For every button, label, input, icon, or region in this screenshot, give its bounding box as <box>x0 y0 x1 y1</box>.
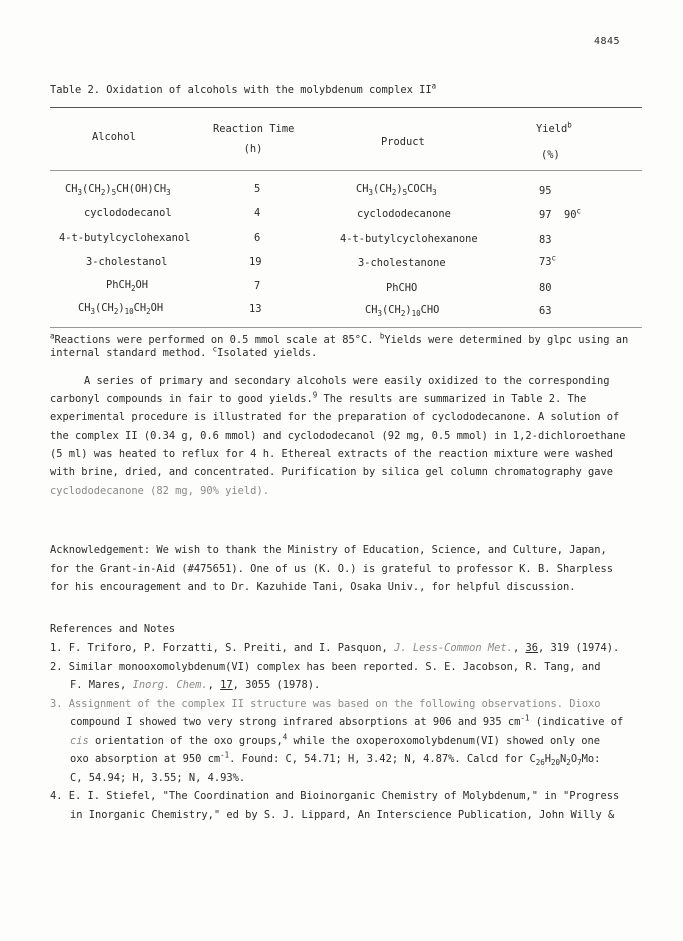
header-product: Product <box>381 136 425 148</box>
row4-alcohol: 3-cholestanol <box>86 256 168 268</box>
ref-3-line-1: 3. Assignment of the complex II structure was based on the following observations. Dioxo <box>50 698 601 710</box>
body-line-4: the complex II (0.34 g, 0.6 mmol) and cyclododecanol (92 mg, 0.5 mmol) in 1,2-dichloroethane <box>50 430 626 442</box>
row6-alcohol: $CH_3(CH_2)_{10}CH_2OH$ <box>78 302 164 317</box>
references-title: References and Notes <box>50 623 176 635</box>
row4-product: 3-cholestanone <box>358 257 446 269</box>
row1-alcohol: $CH_3(CH_2)_5CH(OH)CH_3$ <box>65 183 171 198</box>
row2-yield: 97 90$^c$ <box>539 206 582 221</box>
table-footnote-line1: $^a$Reactions were performed on 0.5 mmol scale at 85°C. $^b$Yields were determined by glpc using an <box>50 331 629 346</box>
table-top-rule <box>50 107 642 108</box>
ref-1: 1. F. Triforo, P. Forzatti, S. Preiti, and I. Pasquon, J. Less-Common Met., 36, 319 (1974). <box>50 642 620 654</box>
header-yield-sup: b <box>567 120 572 130</box>
row5-time: 7 <box>254 280 261 292</box>
row6-yield: 63 <box>539 305 552 317</box>
ref-2-line-1: 2. Similar monooxomolybdenum(VI) complex has been reported. S. E. Jacobson, R. Tang, and <box>50 661 601 673</box>
body-line-1: A series of primary and secondary alcohols were easily oxidized to the corresponding <box>84 375 610 387</box>
body-line-6: with brine, dried, and concentrated. Purification by silica gel column chromatography gave <box>50 466 614 478</box>
row5-alcohol: PhCH$_2$OH <box>106 279 149 294</box>
table-bottom-rule <box>50 327 642 328</box>
row6-time: 13 <box>249 303 262 315</box>
row5-product: PhCHO <box>386 282 418 294</box>
row6-product: $CH_3(CH_2)_{10}CHO$ <box>365 304 440 319</box>
header-yield-text: Yield <box>536 123 568 135</box>
ref-4-line-2: in Inorganic Chemistry," ed by S. J. Lippard, An Interscience Publication, John Willy & <box>70 809 615 821</box>
row3-yield: 83 <box>539 234 552 246</box>
table-footnote-line2: internal standard method. $^c$Isolated yields. <box>50 344 318 359</box>
row1-time: 5 <box>254 183 261 195</box>
row4-time: 19 <box>249 256 262 268</box>
body-line-3: experimental procedure is illustrated for the preparation of cyclododecanone. A solution of <box>50 411 620 423</box>
header-yield-unit: (%) <box>541 149 560 161</box>
row2-time: 4 <box>254 207 261 219</box>
body-line-2: carbonyl compounds in fair to good yields.$^9$ The results are summarized in Table 2. The <box>50 390 587 405</box>
ref-3-line-5: C, 54.94; H, 3.55; N, 4.93%. <box>70 772 246 784</box>
row3-alcohol: 4-t-butylcyclohexanol <box>59 232 191 244</box>
page-number: 4845 <box>594 36 621 47</box>
row1-product: $CH_3(CH_2)_5COCH_3$ <box>356 183 437 198</box>
ref-2-line-2: F. Mares, Inorg. Chem., 17, 3055 (1978). <box>70 679 321 691</box>
ref-4-line-1: 4. E. I. Stiefel, "The Coordination and Bioinorganic Chemistry of Molybdenum," in "Progress <box>50 790 620 802</box>
table-caption-text: Table 2. Oxidation of alcohols with the molybdenum complex II <box>50 84 432 96</box>
header-yield <box>536 120 572 135</box>
header-alcohol: Alcohol <box>92 131 136 143</box>
ref-3-line-2: compound I showed two very strong infrared absorptions at 906 and 935 $cm^{-1}$ (indicative of <box>70 713 624 728</box>
header-time-line2: (h) <box>243 143 263 155</box>
table-caption-sup: a <box>431 81 437 91</box>
body-line-7: cyclododecanone (82 mg, 90% yield). <box>50 485 269 497</box>
ack-line-2: for the Grant-in-Aid (#475651). One of us (K. O.) is grateful to professor K. B. Sharpless <box>50 563 614 575</box>
ref-3-line-3: cis orientation of the oxo groups,$^4$ while the oxoperoxomolybdenum(VI) showed only one <box>70 732 601 747</box>
row2-product: cyclododecanone <box>357 208 451 220</box>
row2-yield-value: 97 <box>539 209 552 221</box>
row3-product: 4-t-butylcyclohexanone <box>340 233 478 245</box>
ref-3-line-4: oxo absorption at 950 $cm^{-1}$. Found: C, 54.71; H, 3.42; N, 4.87%. Calcd for $C_{26}H_{20}N_2O_7Mo$: <box>70 750 601 768</box>
table-header-rule <box>50 170 642 171</box>
ack-line-1: Acknowledgement: We wish to thank the Ministry of Education, Science, and Culture, Japan, <box>50 544 607 556</box>
body-line-5: (5 ml) was heated to reflux for 4 h. Ethereal extracts of the reaction mixture were washed <box>50 448 614 460</box>
row3-time: 6 <box>254 232 261 244</box>
ack-line-3: for his encouragement and to Dr. Kazuhide Tani, Osaka Univ., for helpful discussion. <box>50 581 576 593</box>
row4-yield: 73$^c$ <box>539 253 557 268</box>
table-caption <box>50 81 437 96</box>
row2-alcohol: cyclododecanol <box>84 207 172 219</box>
row1-yield: 95 <box>539 185 552 197</box>
header-time-line1: Reaction Time <box>213 123 295 135</box>
row5-yield: 80 <box>539 282 552 294</box>
